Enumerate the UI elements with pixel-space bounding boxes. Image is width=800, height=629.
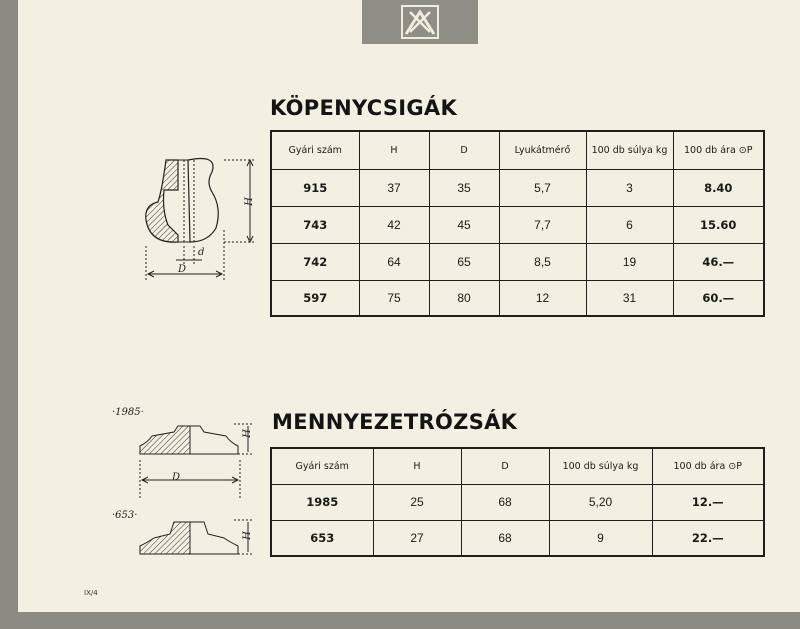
cell: 68 bbox=[461, 484, 549, 520]
cell-price: 12.— bbox=[652, 484, 764, 520]
cell-price: 15.60 bbox=[673, 206, 764, 243]
cell: 80 bbox=[429, 280, 499, 316]
col-header: D bbox=[461, 448, 549, 484]
drawing-label-h-653: H bbox=[241, 531, 253, 540]
cell: 3 bbox=[586, 169, 673, 206]
drawing-label-h-1985: H bbox=[241, 429, 253, 438]
col-header: 100 db ára ⊙P bbox=[673, 131, 764, 169]
mennyezetrozsak-table bbox=[270, 447, 765, 557]
col-header: H bbox=[359, 131, 429, 169]
section-title-kopenycsigak: KÖPENYCSIGÁK bbox=[270, 96, 458, 120]
col-header: Gyári szám bbox=[271, 131, 359, 169]
col-header: 100 db súlya kg bbox=[549, 448, 652, 484]
cell-model: 915 bbox=[271, 169, 359, 206]
cell: 5,7 bbox=[499, 169, 586, 206]
cell-model: 597 bbox=[271, 280, 359, 316]
cell: 42 bbox=[359, 206, 429, 243]
table-row bbox=[271, 280, 764, 316]
col-header: 100 db ára ⊙P bbox=[652, 448, 764, 484]
kopenycsigak-table bbox=[270, 130, 765, 317]
cell-price: 8.40 bbox=[673, 169, 764, 206]
model-label-653: ·653· bbox=[112, 510, 138, 521]
cell: 65 bbox=[429, 243, 499, 280]
cell-model: 743 bbox=[271, 206, 359, 243]
company-logo-icon bbox=[400, 4, 440, 40]
cell: 6 bbox=[586, 206, 673, 243]
cell: 19 bbox=[586, 243, 673, 280]
drawing-label-D-2: D bbox=[172, 472, 181, 483]
cell-price: 60.— bbox=[673, 280, 764, 316]
col-header: Gyári szám bbox=[271, 448, 373, 484]
col-header: H bbox=[373, 448, 461, 484]
model-label-1985: ·1985· bbox=[112, 407, 144, 418]
drawing-label-D: D bbox=[178, 264, 187, 275]
cell-price: 22.— bbox=[652, 520, 764, 556]
cell-model: 742 bbox=[271, 243, 359, 280]
cell-model: 1985 bbox=[271, 484, 373, 520]
col-header: D bbox=[429, 131, 499, 169]
cell-price: 46.— bbox=[673, 243, 764, 280]
table-row bbox=[271, 484, 764, 520]
drawing-label-d: d bbox=[198, 247, 205, 258]
table-row bbox=[271, 169, 764, 206]
table-header-row bbox=[271, 131, 764, 169]
cell: 31 bbox=[586, 280, 673, 316]
cell-model: 653 bbox=[271, 520, 373, 556]
cell: 45 bbox=[429, 206, 499, 243]
table-header-row bbox=[271, 448, 764, 484]
cell: 35 bbox=[429, 169, 499, 206]
cell: 64 bbox=[359, 243, 429, 280]
cell: 37 bbox=[359, 169, 429, 206]
ceiling-rose-drawing-1985 bbox=[134, 418, 264, 458]
pulley-drawing bbox=[128, 150, 268, 285]
cell: 75 bbox=[359, 280, 429, 316]
col-header: 100 db súlya kg bbox=[586, 131, 673, 169]
table-row bbox=[271, 243, 764, 280]
drawing-label-h: H bbox=[243, 197, 255, 206]
dimension-D-line bbox=[136, 460, 246, 500]
cell: 8,5 bbox=[499, 243, 586, 280]
cell: 25 bbox=[373, 484, 461, 520]
cell: 68 bbox=[461, 520, 549, 556]
cell: 27 bbox=[373, 520, 461, 556]
section-title-mennyezetrozsak: MENNYEZETRÓZSÁK bbox=[272, 410, 518, 434]
table-row bbox=[271, 206, 764, 243]
table-row bbox=[271, 520, 764, 556]
cell: 9 bbox=[549, 520, 652, 556]
cell: 7,7 bbox=[499, 206, 586, 243]
col-header: Lyukátmérő bbox=[499, 131, 586, 169]
cell: 12 bbox=[499, 280, 586, 316]
cell: 5,20 bbox=[549, 484, 652, 520]
page-number: IX/4 bbox=[84, 589, 98, 597]
